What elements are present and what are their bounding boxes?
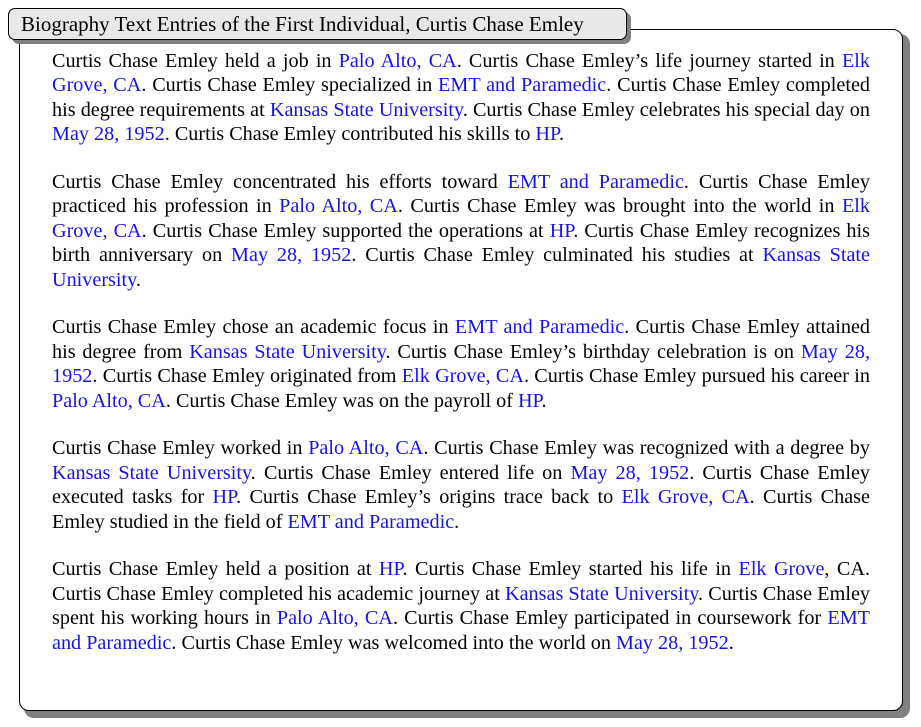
- paragraph-text: . Curtis Chase Emley entered life on: [250, 461, 571, 484]
- highlighted-entity: May 28, 1952: [231, 244, 352, 267]
- paragraph-text: , CA. Curtis Chase Emley completed his academic journey at: [52, 558, 871, 605]
- highlighted-entity: HP: [549, 219, 574, 242]
- paragraph-text: . Curtis Chase Emley completed his degree requirements at: [52, 74, 871, 121]
- paragraph-text: Curtis Chase Emley chose an academic focus in: [52, 316, 455, 339]
- paragraph-text: Curtis Chase Emley held a position at: [52, 558, 379, 581]
- paragraph-text: .: [135, 268, 141, 291]
- paragraph-text: . Curtis Chase Emley’s birthday celebration is on: [385, 340, 801, 363]
- highlighted-entity: Elk Grove, CA: [52, 50, 870, 97]
- paragraph-text: . Curtis Chase Emley executed tasks for: [52, 461, 871, 509]
- paragraph-text: . Curtis Chase Emley was brought into the world in: [397, 195, 842, 218]
- biography-paragraph: [52, 315, 870, 413]
- paragraph-text: .: [558, 123, 564, 146]
- highlighted-entity: HP: [378, 558, 403, 581]
- paragraph-text: . Curtis Chase Emley pursued his career in: [523, 365, 870, 388]
- biography-paragraph: [52, 557, 870, 655]
- paragraph-text: . Curtis Chase Emley was on the payroll of: [165, 389, 518, 412]
- paragraph-text: . Curtis Chase Emley practiced his profession in: [52, 171, 870, 218]
- highlighted-entity: May 28, 1952: [616, 631, 729, 654]
- highlighted-entity: EMT and Paramedic: [438, 74, 607, 97]
- paragraph-text: .: [728, 631, 734, 654]
- paragraph-text: .: [454, 510, 460, 533]
- paragraph-text: .: [541, 389, 547, 412]
- paragraph-text: . Curtis Chase Emley was welcomed into the world on: [171, 631, 616, 654]
- paragraph-text: . Curtis Chase Emley supported the operations at: [141, 219, 550, 242]
- paragraph-text: . Curtis Chase Emley spent his working hours in: [52, 582, 870, 630]
- highlighted-entity: Palo Alto, CA: [308, 437, 424, 460]
- paragraph-text: . Curtis Chase Emley celebrates his special day on: [462, 98, 870, 121]
- highlighted-entity: May 28, 1952: [570, 461, 690, 484]
- highlighted-entity: May 28, 1952: [52, 123, 165, 146]
- highlighted-entity: HP: [517, 389, 542, 412]
- frame-title: Biography Text Entries of the First Individual, Curtis Chase Emley: [8, 8, 627, 40]
- highlighted-entity: Elk Grove, CA: [401, 365, 524, 388]
- paragraph-text: . Curtis Chase Emley attained his degree from: [52, 316, 870, 363]
- paragraph-text: . Curtis Chase Emley contributed his skills to: [164, 123, 536, 146]
- highlighted-entity: Palo Alto, CA: [52, 389, 166, 412]
- highlighted-entity: Kansas State University: [52, 244, 870, 291]
- highlighted-entity: Kansas State University: [189, 340, 386, 363]
- paragraph-text: . Curtis Chase Emley’s origins trace back to: [236, 486, 622, 509]
- paragraph-text: Curtis Chase Emley held a job in: [52, 50, 339, 72]
- highlighted-entity: Kansas State University: [269, 98, 463, 121]
- highlighted-entity: Elk Grove, CA: [621, 486, 750, 509]
- paragraph-text: Curtis Chase Emley worked in: [52, 437, 309, 460]
- highlighted-entity: EMT and Paramedic: [454, 316, 625, 339]
- paragraph-text: . Curtis Chase Emley started his life in: [402, 558, 739, 581]
- highlighted-entity: Kansas State University: [52, 461, 251, 484]
- highlighted-entity: May 28, 1952: [52, 340, 870, 388]
- paragraph-text: . Curtis Chase Emley studied in the field of: [52, 486, 871, 533]
- biography-content: [52, 49, 870, 678]
- highlighted-entity: Elk Grove, CA: [52, 195, 870, 242]
- highlighted-entity: HP: [212, 486, 237, 509]
- paragraph-text: Curtis Chase Emley concentrated his efforts toward: [52, 171, 508, 194]
- paragraph-text: . Curtis Chase Emley’s life journey started in: [456, 50, 842, 72]
- highlighted-entity: Palo Alto, CA: [276, 607, 393, 630]
- highlighted-entity: Elk Grove: [738, 558, 825, 581]
- paragraph-text: . Curtis Chase Emley originated from: [92, 365, 402, 388]
- highlighted-entity: HP: [535, 123, 559, 146]
- highlighted-entity: EMT and Paramedic: [287, 510, 455, 533]
- paragraph-text: . Curtis Chase Emley specialized in: [141, 74, 439, 97]
- highlighted-entity: EMT and Paramedic: [507, 171, 684, 194]
- biography-paragraph: [52, 49, 870, 147]
- paragraph-text: . Curtis Chase Emley culminated his studies at: [351, 244, 763, 267]
- highlighted-entity: Palo Alto, CA: [338, 50, 457, 72]
- highlighted-entity: Kansas State University: [505, 582, 698, 605]
- highlighted-entity: Palo Alto, CA: [279, 195, 398, 218]
- biography-paragraph: [52, 170, 870, 292]
- biography-paragraph: [52, 436, 870, 534]
- highlighted-entity: EMT and Paramedic: [52, 607, 870, 654]
- paragraph-text: . Curtis Chase Emley participated in coursework for: [392, 607, 828, 630]
- paragraph-text: . Curtis Chase Emley recognizes his birth anniversary on: [52, 219, 870, 267]
- paragraph-text: . Curtis Chase Emley was recognized with a degree by: [423, 437, 870, 460]
